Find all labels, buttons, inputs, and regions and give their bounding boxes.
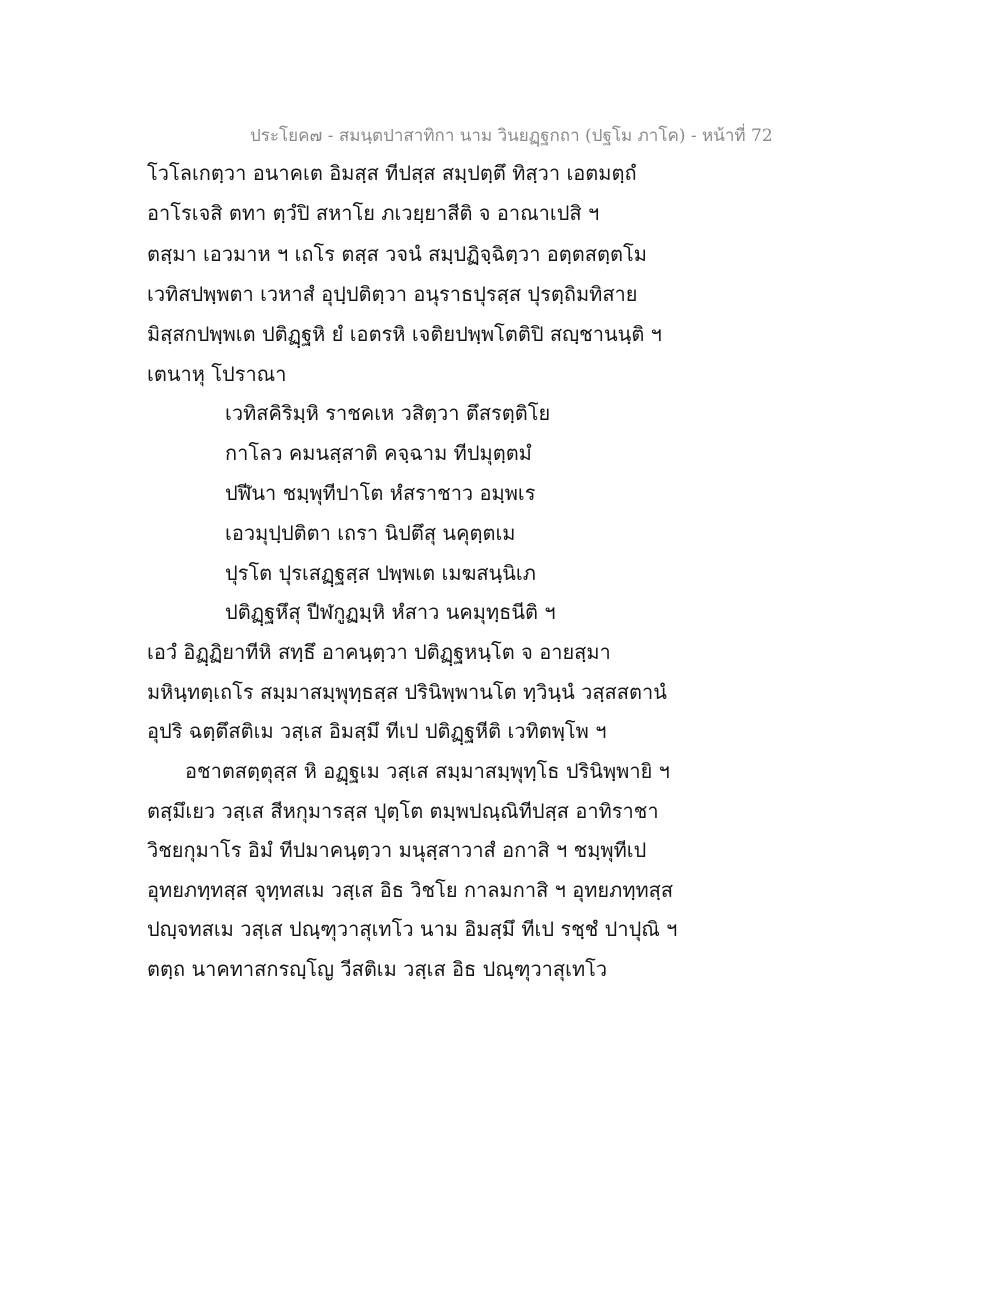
text-line: เอวํ อิฏฺฏิยาทีหิ สทฺธึ อาคนฺตฺวา ปติฏฺฐหนฺโต จ อายสฺมา (147, 640, 611, 664)
text-line: โวโลเกตฺวา อนาคเต อิมสฺส ทีปสฺส สมฺปตฺตึ ทิสฺวา เอตมตฺถํ (147, 161, 637, 185)
verse-line: ปุรโต ปุรเสฏฺฐสฺส ปพฺพเต เมฆสนฺนิเภ (225, 561, 536, 585)
text-line: เตนาหุ โปราณา (147, 362, 287, 386)
paragraph-first-line: อชาตสตฺตุสฺส หิ อฏฺฐเม วสฺเส สมฺมาสมฺพุทฺโธ ปรินิพฺพายิ ฯ (185, 759, 670, 783)
text-line: ตตฺถ นาคทาสกรญฺโญ วีสติเม วสฺเส อิธ ปณฺฑุวาสุเทโว (147, 957, 608, 981)
text-line: ตสฺมึเยว วสฺเส สีหกุมารสฺส ปุตฺโต ตมฺพปณฺณิทีปสฺส อาทิราชา (147, 799, 659, 823)
verse-line: เอวมุปฺปติตา เถรา นิปตึสุ นคุตฺตเม (225, 521, 516, 545)
text-line: อุปริ ฉตฺตึสติเม วสฺเส อิมสฺมึ ทีเป ปติฏฺฐหีติ เวทิตพฺโพ ฯ (147, 719, 607, 743)
verse-line: กาโลว คมนสฺสาติ คจฺฉาม ทีปมุตฺตมํ (225, 441, 532, 465)
verse-line: ปติฏฺฐหึสุ ปีฬกูฏมฺหิ หํสาว นคมุทฺธนีติ ฯ (225, 600, 556, 624)
text-line: อุทยภทฺทสฺส จุทฺทสเม วสฺเส อิธ วิชโย กาลมกาสิ ฯ อุทยภทฺทสฺส (147, 878, 674, 902)
page-header: ประโยค๗ - สมนฺตปาสาทิกา นาม วินยฏฺฐกถา (ปฐโม ภาโค) - หน้าที่ 72 (250, 126, 773, 146)
verse-line: ปฬีนา ชมฺพุทีปาโต หํสราชาว อมฺพเร (225, 481, 536, 505)
text-line: มหินฺทตฺเถโร สมฺมาสมฺพุทฺธสฺส ปรินิพฺพานโต ทฺวินฺนํ วสฺสสตานํ (147, 680, 667, 704)
text-line: อาโรเจสิ ตทา ตฺวํปิ สหาโย ภเวยฺยาสีติ จ อาณาเปสิ ฯ (147, 201, 600, 225)
verse-line: เวทิสคิริมฺหิ ราชคเห วสิตฺวา ตึสรตฺติโย (225, 401, 551, 425)
text-line: เวทิสปพฺพตา เวหาสํ อุปฺปติตฺวา อนุราธปุรสฺส ปุรตฺถิมทิสาย (147, 282, 638, 306)
text-line: วิชยกุมาโร อิมํ ทีปมาคนฺตฺวา มนุสฺสาวาสํ อกาสิ ฯ ชมฺพุทีเป (147, 838, 647, 862)
text-line: ปญฺจทสเม วสฺเส ปณฺฑุวาสุเทโว นาม อิมสฺมึ ทีเป รชฺชํ ปาปุณิ ฯ (147, 917, 678, 941)
text-line: มิสฺสกปพฺพเต ปติฏฺฐหิ ยํ เอตรหิ เจติยปพฺพโตติปิ สญฺชานนฺติ ฯ (147, 322, 662, 346)
text-line: ตสฺมา เอวมาห ฯ เถโร ตสฺส วจนํ สมฺปฏิจฺฉิตฺวา อตฺตสตฺตโม (147, 242, 647, 266)
